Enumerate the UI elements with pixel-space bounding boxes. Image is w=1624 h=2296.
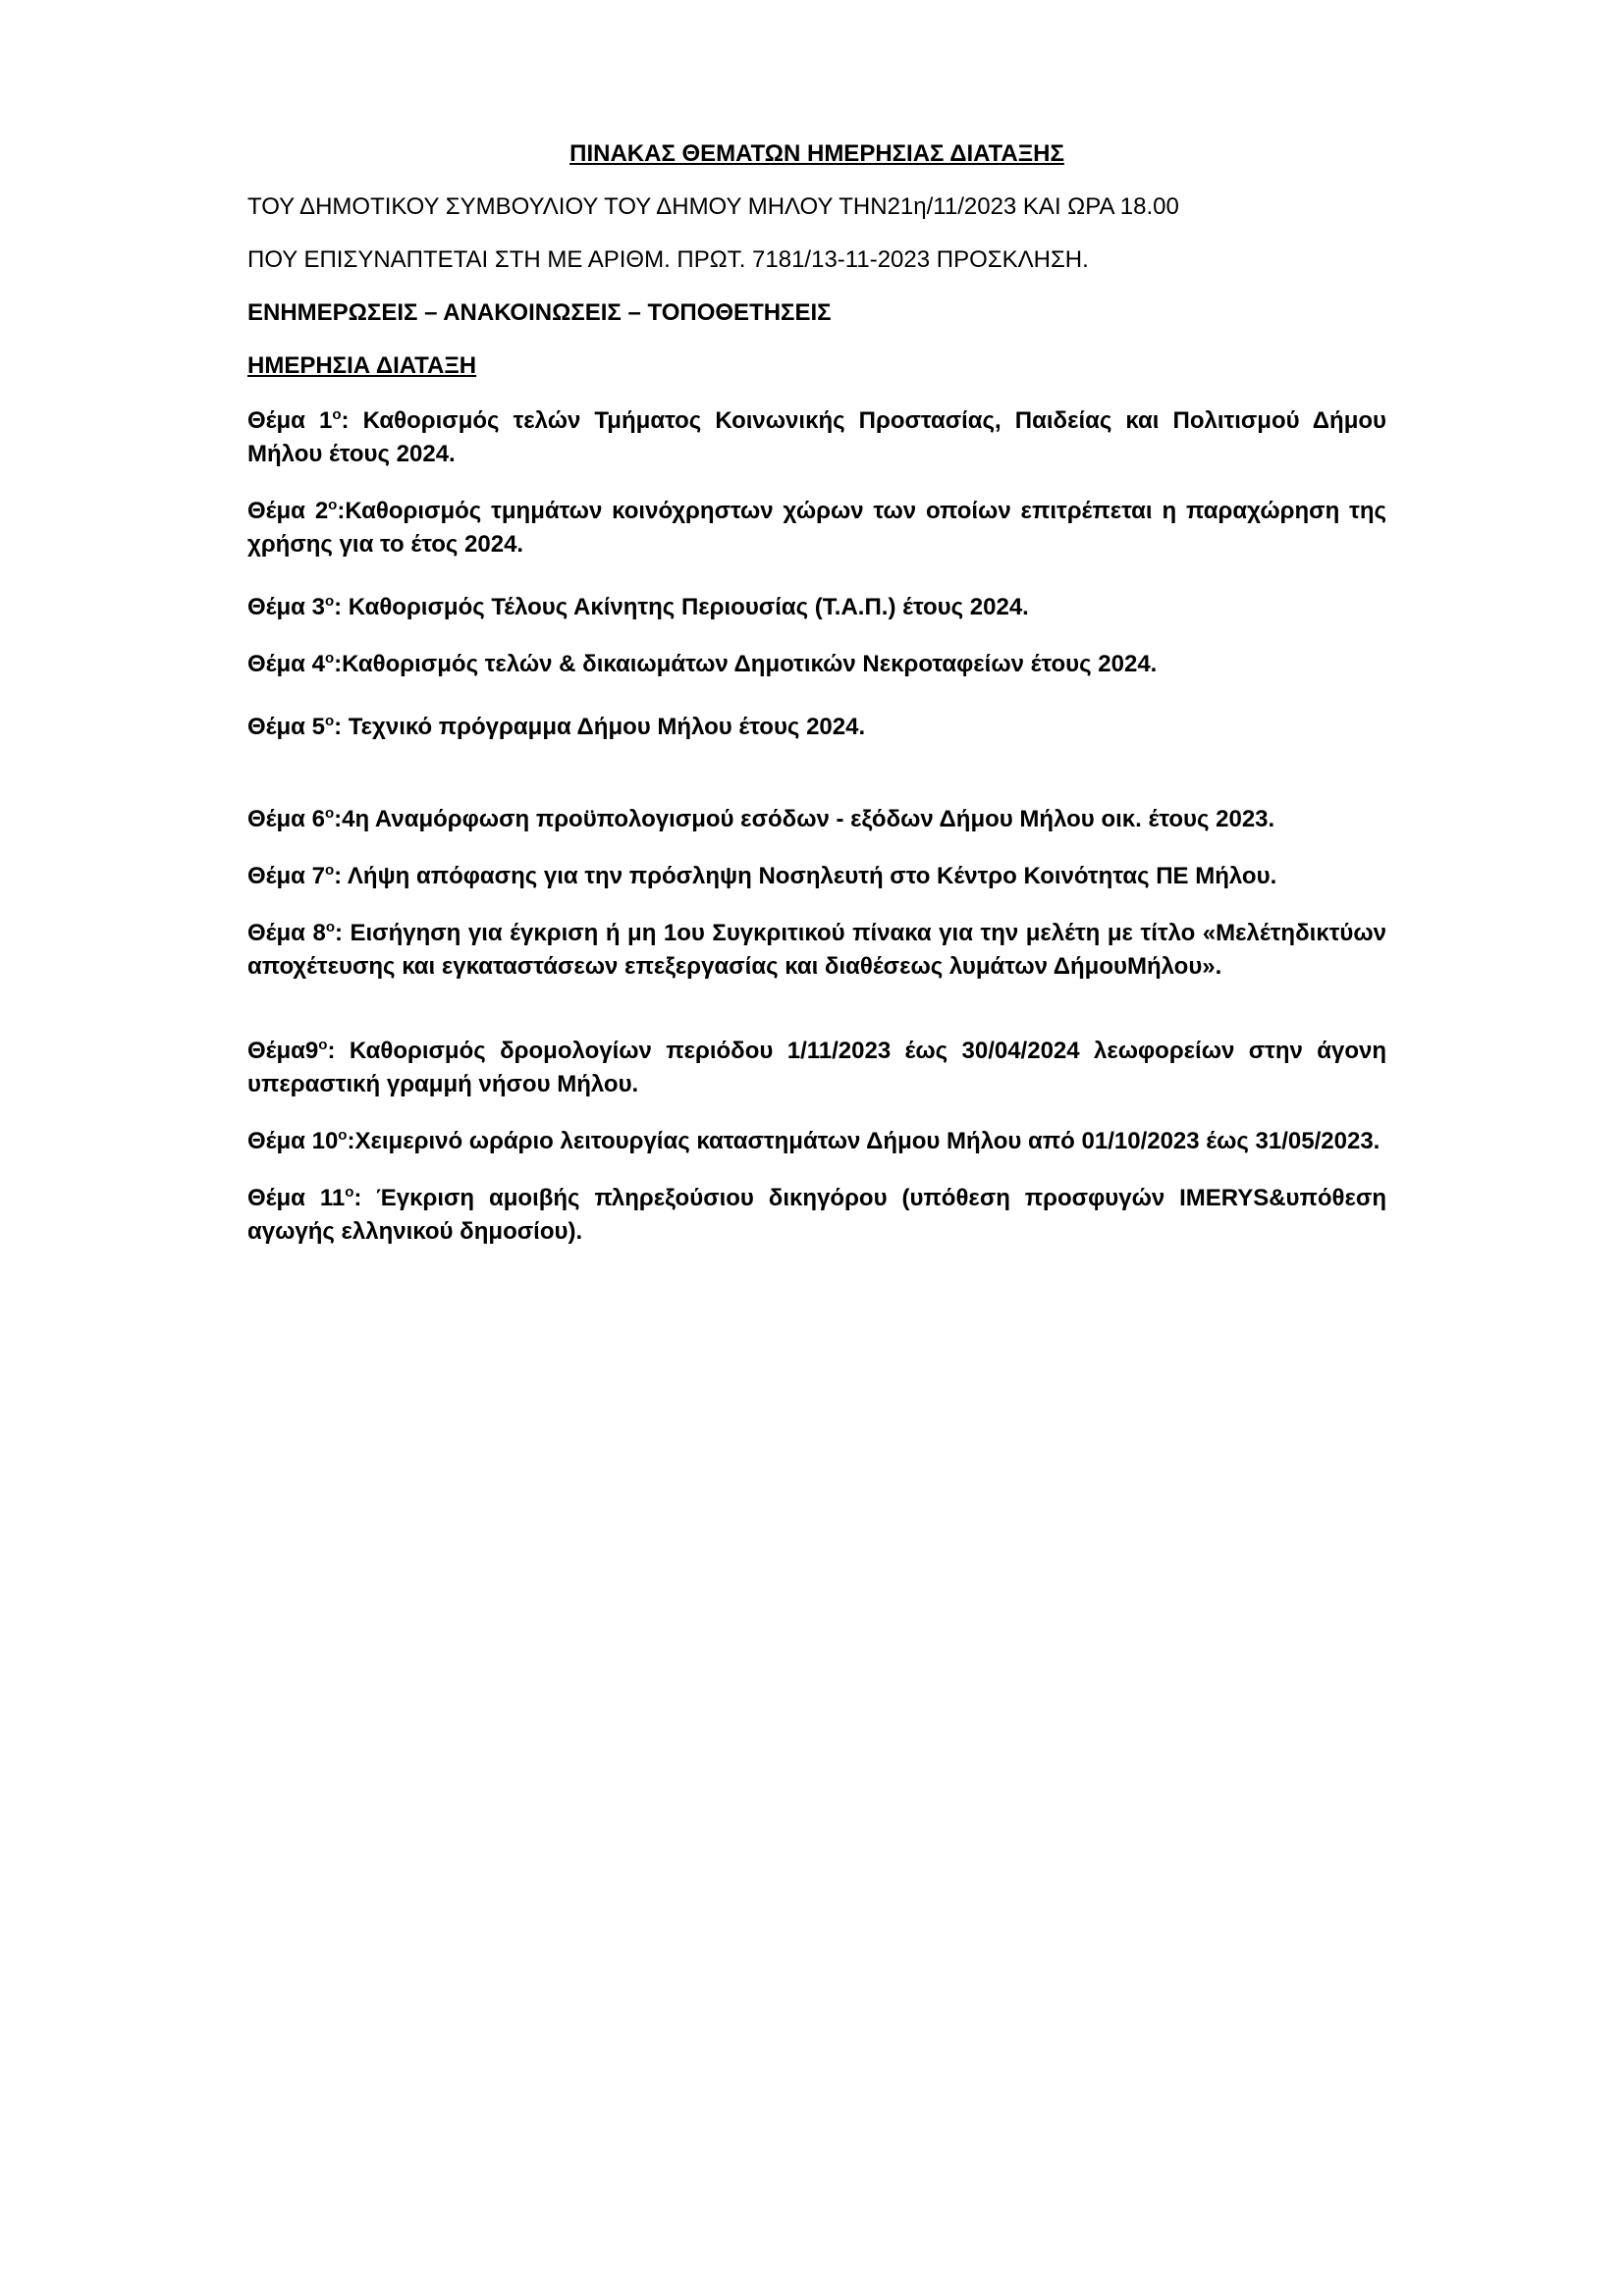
item-ordinal: ο bbox=[338, 1127, 348, 1144]
item-ordinal: ο bbox=[324, 805, 335, 822]
item-text: :Χειμερινό ωράριο λειτουργίας καταστημάτων Δήμου Μήλου από 01/10/2023 έως 31/05/2023. bbox=[347, 1128, 1380, 1154]
item-label: Θέμα 4 bbox=[247, 651, 325, 677]
item-text: : Λήψη απόφασης για την πρόσληψη Νοσηλευτή στο Κέντρο Κοινότητας ΠΕ Μήλου. bbox=[334, 863, 1277, 889]
item-text: :Καθορισμός τελών & δικαιωμάτων Δημοτικών Νεκροταφείων έτους 2024. bbox=[334, 651, 1158, 677]
item-text: : Καθορισμός τελών Τμήματος Κοινωνικής Προστασίας, Παιδείας και Πολιτισμού Δήμου Μήλου έτους 2024. bbox=[247, 407, 1387, 467]
item-label: Θέμα 11 bbox=[247, 1185, 346, 1211]
item-label: Θέμα9 bbox=[247, 1038, 319, 1064]
item-ordinal: ο bbox=[325, 919, 335, 935]
agenda-item-7 bbox=[247, 860, 1386, 893]
item-label: Θέμα 2 bbox=[247, 498, 329, 524]
item-ordinal: ο bbox=[345, 1184, 354, 1201]
item-text: : Καθορισμός Τέλους Ακίνητης Περιουσίας (Τ.Α.Π.) έτους 2024. bbox=[334, 594, 1029, 620]
item-text: :4η Αναμόρφωση προϋπολογισμού εσόδων - εξόδων Δήμου Μήλου οικ. έτους 2023. bbox=[334, 806, 1275, 832]
document-title: ΠΙΝΑΚΑΣ ΘΕΜΑΤΩΝ ΗΜΕΡΗΣΙΑΣ ΔΙΑΤΑΞΗΣ bbox=[569, 140, 1064, 167]
section-agenda: ΗΜΕΡΗΣΙΑ ΔΙΑΤΑΞΗ bbox=[247, 352, 477, 379]
item-ordinal: ο bbox=[324, 650, 335, 667]
agenda-item-1 bbox=[247, 404, 1386, 471]
agenda-item-2 bbox=[247, 495, 1386, 561]
item-text: : Τεχνικό πρόγραμμα Δήμου Μήλου έτους 2024. bbox=[334, 714, 866, 740]
section-announcements: ΕΝΗΜΕΡΩΣΕΙΣ – ΑΝΑΚΟΙΝΩΣΕΙΣ – ΤΟΠΟΘΕΤΗΣΕΙΣ bbox=[247, 299, 832, 326]
item-ordinal: ο bbox=[324, 713, 335, 729]
item-ordinal: ο bbox=[324, 593, 335, 610]
agenda-item-6 bbox=[247, 803, 1386, 836]
agenda-item-4 bbox=[247, 648, 1386, 681]
item-label: Θέμα 7 bbox=[247, 863, 325, 889]
item-ordinal: ο bbox=[324, 862, 335, 879]
agenda-item-11 bbox=[247, 1182, 1386, 1249]
item-label: Θέμα 6 bbox=[247, 806, 325, 832]
item-text: : Εισήγηση για έγκριση ή μη 1ου Συγκριτικού πίνακα για την μελέτη με τίτλο «Μελέτηδικτύων αποχέτευσης και εγκαταστάσεων επεξεργασίας και διαθέσεως λυμάτων ΔήμουΜήλου». bbox=[247, 920, 1386, 980]
item-label: Θέμα 8 bbox=[247, 920, 326, 946]
item-label: Θέμα 3 bbox=[247, 594, 325, 620]
intro-line-2: ΠΟΥ ΕΠΙΣΥΝΑΠΤΕΤΑΙ ΣΤΗ ΜΕ ΑΡΙΘΜ. ΠΡΩΤ. 7181/13-11-2023 ΠΡΟΣΚΛΗΣΗ. bbox=[247, 246, 1089, 273]
item-ordinal: ο bbox=[318, 1037, 328, 1053]
item-ordinal: ο bbox=[332, 406, 342, 423]
agenda-item-5 bbox=[247, 711, 1386, 744]
agenda-item-9 bbox=[247, 1035, 1386, 1101]
intro-line-1: ΤΟΥ ΔΗΜΟΤΙΚΟΥ ΣΥΜΒΟΥΛΙΟΥ ΤΟΥ ΔΗΜΟΥ ΜΗΛΟΥ ΤΗΝ21η/11/2023 ΚΑΙ ΩΡΑ 18.00 bbox=[247, 193, 1179, 220]
agenda-item-3 bbox=[247, 591, 1386, 624]
agenda-item-10 bbox=[247, 1125, 1386, 1158]
item-ordinal: ο bbox=[328, 497, 338, 513]
item-label: Θέμα 1 bbox=[247, 407, 333, 434]
item-text: :Καθορισμός τμημάτων κοινόχρηστων χώρων των οποίων επιτρέπεται η παραχώρηση της χρήσης για το έτος 2024. bbox=[247, 498, 1386, 558]
item-text: : Έγκριση αμοιβής πληρεξούσιου δικηγόρου (υπόθεση προσφυγών IMERYS&υπόθεση αγωγής ελληνικού δημοσίου). bbox=[247, 1185, 1387, 1245]
document-content bbox=[247, 137, 1386, 1272]
item-label: Θέμα 5 bbox=[247, 714, 325, 740]
agenda-item-8 bbox=[247, 917, 1386, 984]
item-label: Θέμα 10 bbox=[247, 1128, 339, 1154]
item-text: : Καθορισμός δρομολογίων περιόδου 1/11/2023 έως 30/04/2024 λεωφορείων στην άγονη υπεραστική γραμμή νήσου Μήλου. bbox=[247, 1038, 1386, 1097]
